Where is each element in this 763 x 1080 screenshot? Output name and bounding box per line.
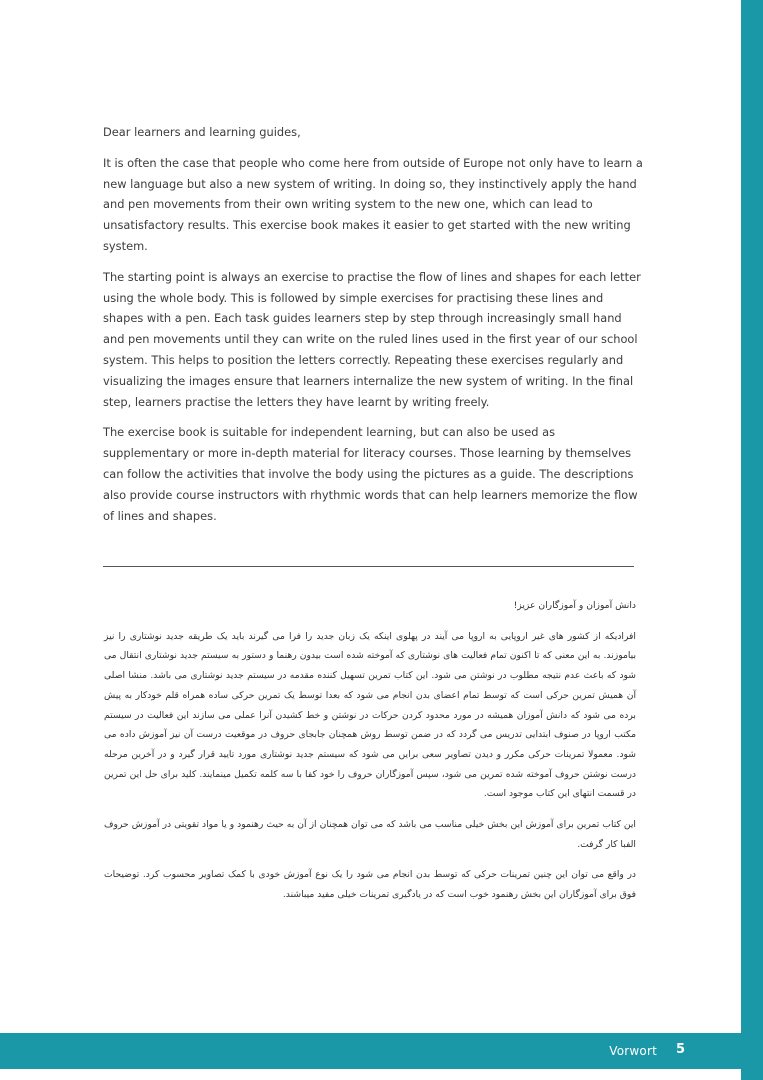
persian-paragraph-3: در واقع می توان این چنین تمرینات حرکی که توسط بدن انجام می شود را یک نوع آموزش خودی با کمک تصاویر محسوب کرد. توضیحات فوق برای آموزگاران این بخش رهنمود خوب است که در یادگیری تمرینات خیلی مفید میباشند.	[104, 869, 636, 901]
section-divider	[103, 566, 634, 567]
teal-side-bar	[741, 0, 763, 1080]
letter-paragraph-2: The starting point is always an exercise to practise the flow of lines and shapes for each letter using the whole body. This is followed by simple exercises for practising these lines and shapes with a pen. Each task guides learners step by step through increasingly small hand and pen movements until they can write on the ruled lines used in the first year of our school system. This helps to position the letters correctly. Repeating these exercises regularly and visualizing the images ensure that learners internalize the new system of writing. In the final step, learners practise the letters they have learnt by writing freely.	[103, 269, 641, 409]
footer-section-label: Vorwort	[609, 1044, 657, 1058]
persian-paragraph-2: این کتاب تمرین برای آموزش این بخش خیلی مناسب می باشد که می توان همچنان از آن به حیث رهنمود و یا مواد تقویتی در آموزش حروف الفبا کار گرفت.	[104, 819, 636, 850]
letter-paragraph-3: The exercise book is suitable for independent learning, but can also be used as supplementary or more in-depth material for literacy courses. Those learning by themselves can follow the activities that involve the body using the pictures as a guide. The descriptions also provide course instructors with rhythmic words that can help learners memorize the flow of lines and shapes.	[103, 425, 638, 523]
letter-paragraph-1: It is often the case that people who come here from outside of Europe not only have to learn a new language but also a new system of writing. In doing so, they instinctively apply the hand and pen movements from their own writing system to the new one, which can lead to unsatisfactory results. This exercise book makes it easier to get started with the new writing system.	[103, 155, 643, 253]
persian-greeting: دانش آموزان و آموزگاران عزیز!	[513, 600, 636, 611]
letter-greeting: Dear learners and learning guides,	[103, 125, 301, 139]
persian-letter	[104, 596, 636, 916]
english-letter	[103, 122, 643, 536]
persian-paragraph-1: افرادیکه از کشور های غیر اروپایی به اروپا می آیند در پهلوی اینکه یک زبان جدید را فرا می گیرند باید یک طریقه جدید نوشتاری را نیز بیاموزند. به این معنی که تا اکنون تمام فعالیت های نوشتاری که آموخته شده است بیدون رهنما و دستور به سیستم جدید نوشتاری انتقال می شود که باعث عدم نتیجه مطلوب در نوشتن می شود. این کتاب تمرین تسهیل کننده مقدمه در سیستم جدید نوشتاری می باشد. منشا اصلی آن همیش تمرین حرکی است که توسط تمام اعضای بدن انجام می شود که بعدا توسط یک تمرین حرکی ساده همراه قلم خودکار به پیش برده می شود که دانش آموزان همیشه در مورد محدود کردن حرکات در نوشتن و خط کشیدن آنرا عملی می سازند این فعالیت در سیستم مکتب اروپا در صنوف ابتدایی تدریس می گردد که در ضمن توسط روش همچنان جابجای حروف در موقعیت درست آن نیز آموزش داده می شود. معمولا تمرینات حرکی مکرر و دیدن تصاویر سعی برایں می شود که سیستم جدید نوشتاری مورد تایید قرار گیرد و در آخرین مرحله درست نوشتن حروف آموخته شده تمرین می شود، سپس آموزگاران حروف را خود کفا با سه کلمه تکمیل مینمایند. کلید برای حل این تمرین در قسمت انتهای این کتاب موجود است.	[104, 630, 636, 800]
page-number: 5	[676, 1042, 686, 1057]
